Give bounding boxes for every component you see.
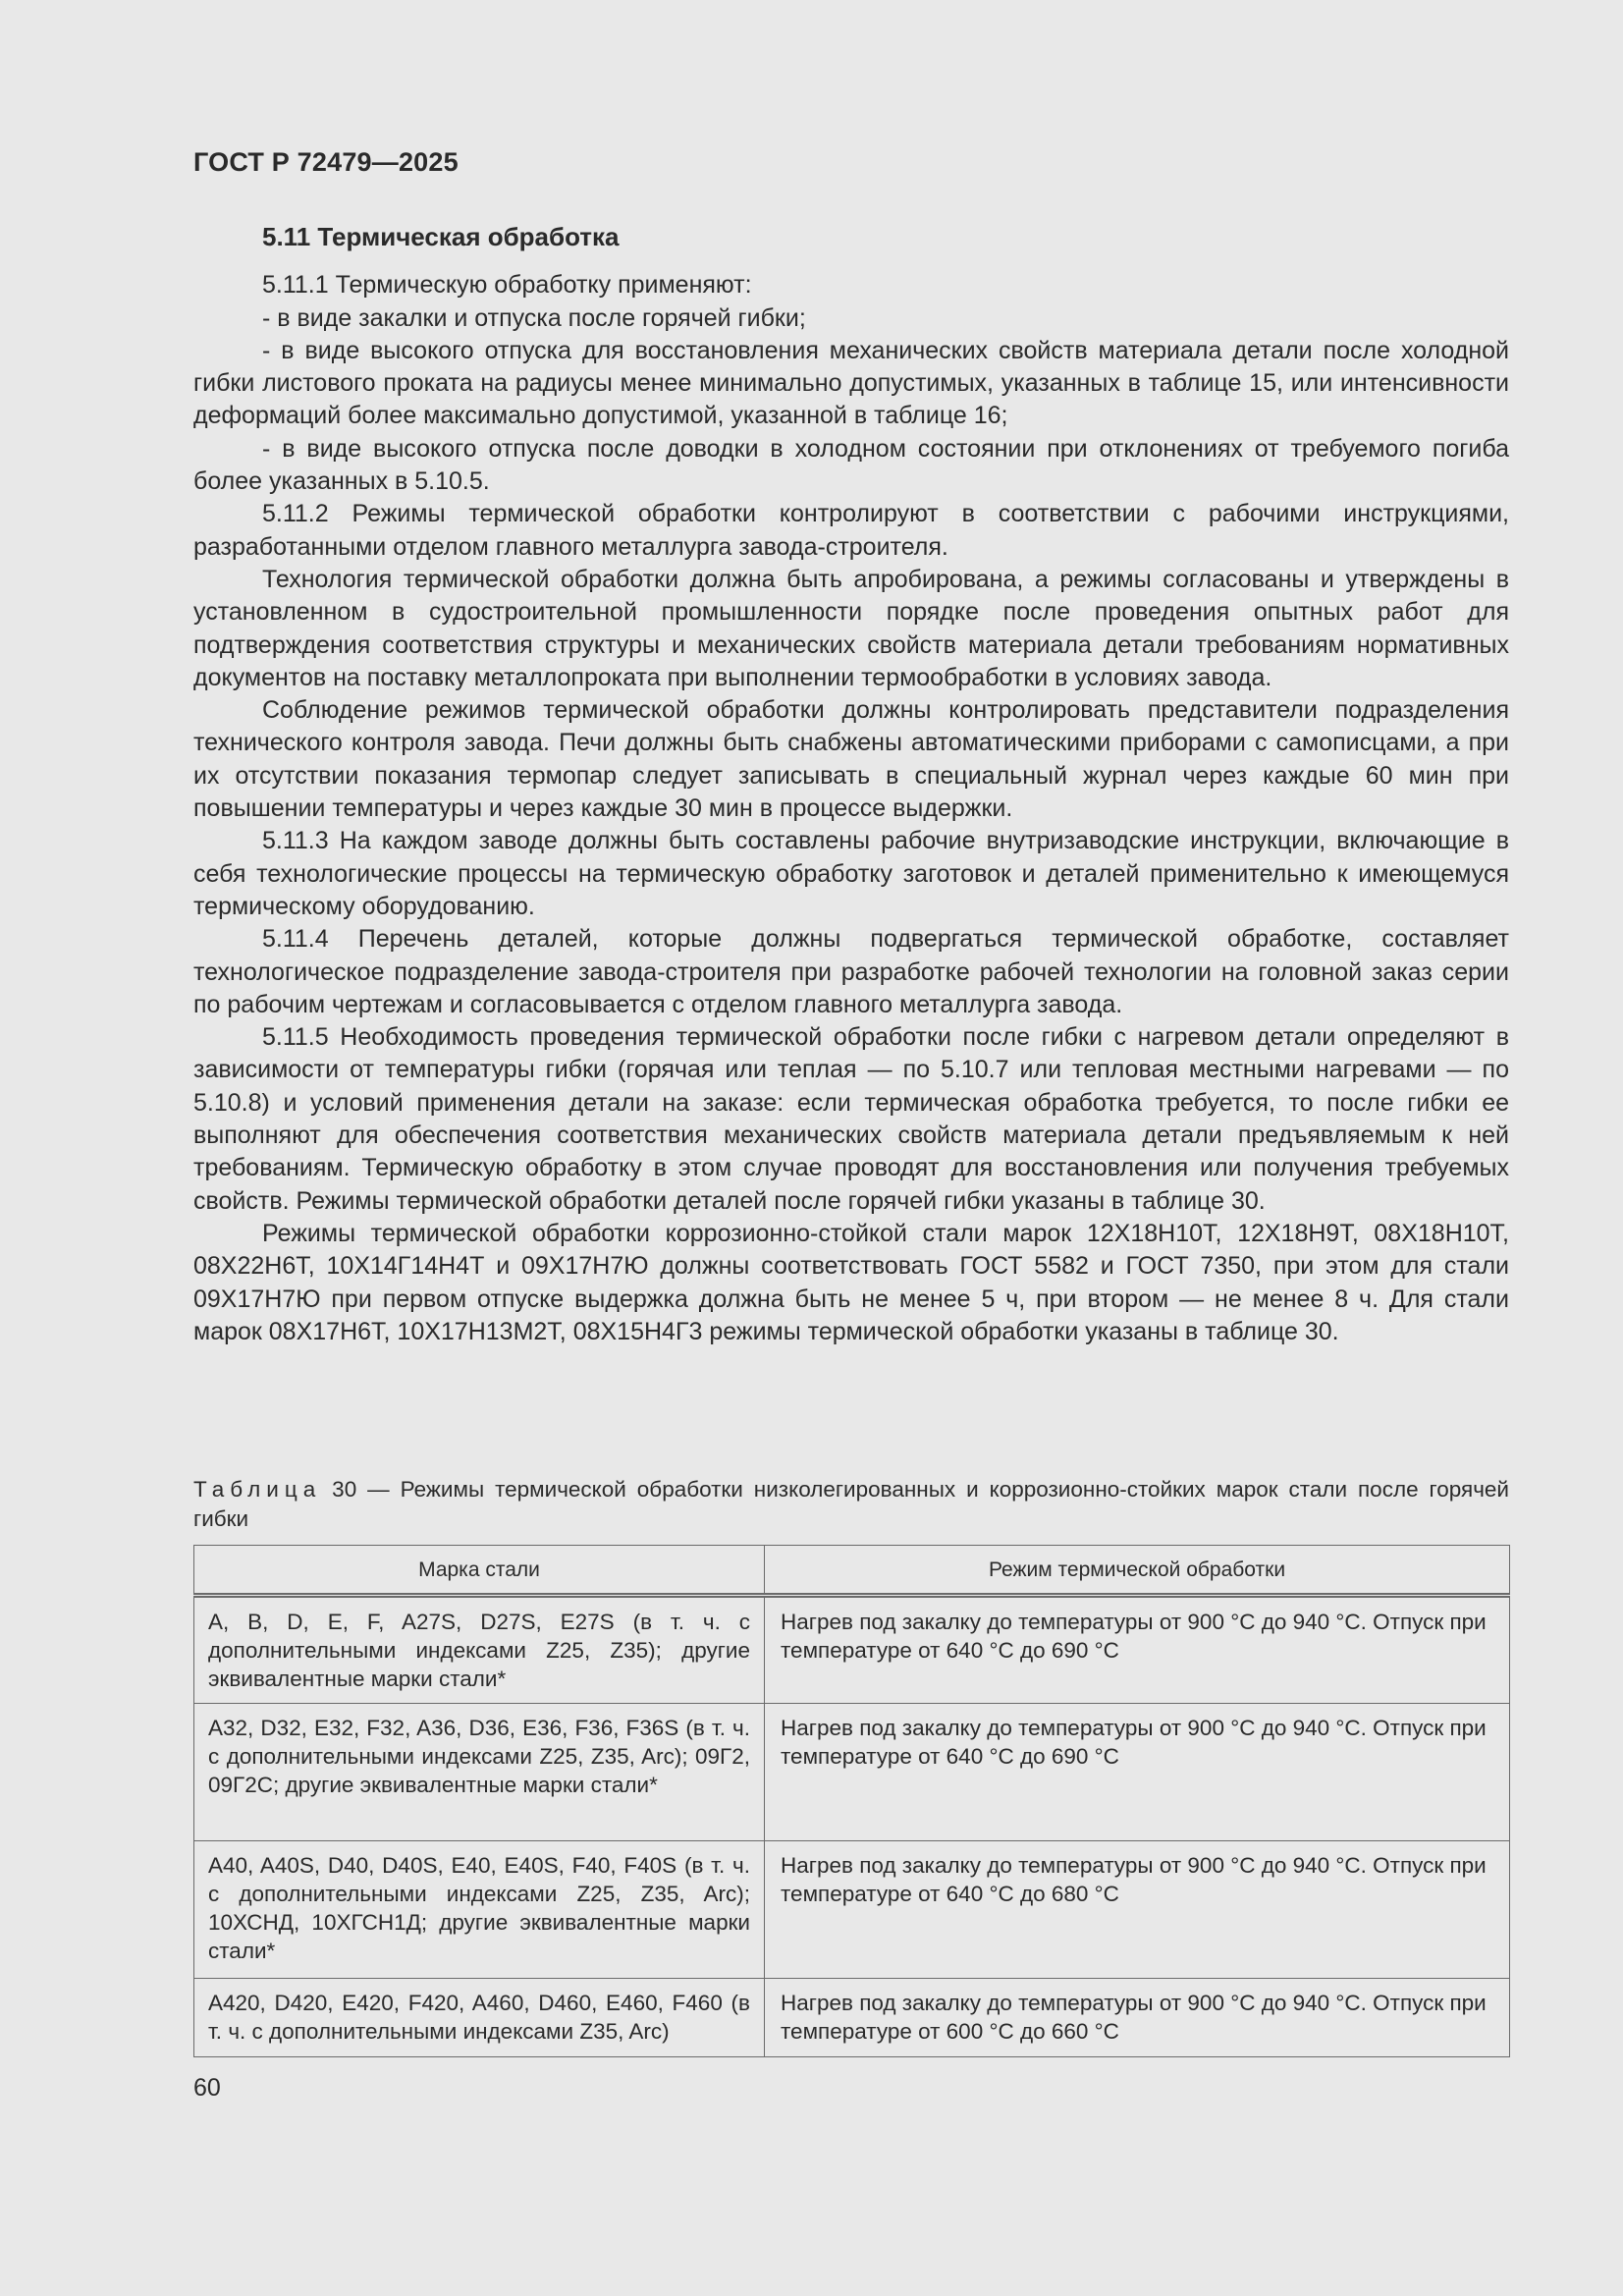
cell-grade: A40, A40S, D40, D40S, E40, E40S, F40, F40S (в т. ч. с дополнительными индексами Z25, Z35, Arc); 10ХСНД, 10ХГСН1Д; другие эквивалентные марки стали* xyxy=(194,1841,765,1979)
cell-mode: Нагрев под закалку до температуры от 900 °C до 940 °C. Отпуск при температуре от 640 °C до 690 °C xyxy=(765,1596,1510,1704)
column-header-mode: Режим термической обработки xyxy=(765,1546,1510,1596)
table-row xyxy=(194,1979,1510,2057)
table-row xyxy=(194,1596,1510,1704)
paragraph: - в виде высокого отпуска после доводки в холодном состоянии при отклонениях от требуемого погиба более указанных в 5.10.5. xyxy=(193,434,1509,496)
paragraph: 5.11.1 Термическую обработку применяют: xyxy=(262,271,752,300)
paragraph: 5.11.2 Режимы термической обработки контролируют в соответствии с рабочими инструкциями, разработанными отделом главного металлурга завода-строителя. xyxy=(193,500,1509,561)
section-body xyxy=(193,221,1509,1348)
cell-mode: Нагрев под закалку до температуры от 900 °C до 940 °C. Отпуск при температуре от 640 °C до 680 °C xyxy=(765,1841,1510,1979)
paragraph: Режимы термической обработки коррозионно-стойкой стали марок 12Х18Н10Т, 12Х18Н9Т, 08Х18Н10Т, 08Х22Н6Т, 10Х14Г14Н4Т и 09Х17Н7Ю должны соответствовать ГОСТ 5582 и ГОСТ 7350, при этом для стали 09Х17Н7Ю при первом отпуске выдержка должна быть не менее 5 ч, при втором — не менее 8 ч. Для стали марок 08Х17Н6Т, 10Х17Н13М2Т, 08Х15Н4Г3 режимы термической обработки указаны в таблице 30. xyxy=(193,1219,1509,1345)
cell-grade: A32, D32, E32, F32, A36, D36, E36, F36, F36S (в т. ч. с дополнительными индексами Z25, Z35, Arc); 09Г2, 09Г2С; другие эквивалентные марки стали* xyxy=(194,1704,765,1841)
table-caption-label: Таблица xyxy=(193,1477,322,1502)
section-title: 5.11 Термическая обработка xyxy=(262,222,620,251)
paragraph: 5.11.4 Перечень деталей, которые должны подвергаться термической обработке, составляет технологическое подразделение завода-строителя при разработке рабочей технологии на головной заказ серии по рабочим чертежам и согласовывается с отделом главного металлурга завода. xyxy=(193,925,1509,1018)
paragraph: 5.11.5 Необходимость проведения термической обработки после гибки с нагревом детали определяют в зависимости от температуры гибки (горячая или теплая — по 5.10.7 или тепловая местными нагревами — по 5.10.8) и условий применения детали на заказе: если термическая обработка требуется, то после гибки ее выполняют для обеспечения соответствия механических свойств материала детали предъявляемым к ней требованиям. Термическую обработку в этом случае проводят для восстановления или получения требуемых свойств. Режимы термической обработки деталей после горячей гибки указаны в таблице 30. xyxy=(193,1023,1509,1215)
table-row xyxy=(194,1841,1510,1979)
page-number: 60 xyxy=(193,2074,221,2102)
paragraph: 5.11.3 На каждом заводе должны быть составлены рабочие внутризаводские инструкции, включающие в себя технологические процессы на термическую обработку заготовок и деталей применительно к имеющемуся термическому оборудованию. xyxy=(193,827,1509,920)
heat-treatment-table xyxy=(193,1545,1510,2057)
table-header-row xyxy=(194,1546,1510,1596)
paragraph: - в виде высокого отпуска для восстановления механических свойств материала детали после холодной гибки листового проката на радиусы менее минимально допустимых, указанных в таблице 15, или интенсивности деформаций более максимально допустимой, указанной в таблице 16; xyxy=(193,336,1509,430)
paragraph: Технология термической обработки должна быть апробирована, а режимы согласованы и утверждены в установленном в судостроительной промышленности порядке после проведения опытных работ для подтверждения соответствия структуры и механических свойств материала детали требованиям нормативных документов на поставку металлопроката при выполнении термообработки в условиях завода. xyxy=(193,565,1509,691)
cell-mode: Нагрев под закалку до температуры от 900 °C до 940 °C. Отпуск при температуре от 600 °C до 660 °C xyxy=(765,1979,1510,2057)
paragraph: - в виде закалки и отпуска после горячей гибки; xyxy=(262,303,806,332)
cell-grade: A420, D420, E420, F420, A460, D460, E460, F460 (в т. ч. с дополнительными индексами Z35, Arc) xyxy=(194,1979,765,2057)
table-row xyxy=(194,1704,1510,1841)
document-header: ГОСТ Р 72479—2025 xyxy=(193,147,459,177)
table-caption-text: 30 — Режимы термической обработки низколегированных и коррозионно-стойких марок стали после горячей гибки xyxy=(193,1477,1509,1531)
column-header-grade: Марка стали xyxy=(194,1546,765,1596)
cell-mode: Нагрев под закалку до температуры от 900 °C до 940 °C. Отпуск при температуре от 640 °C до 690 °C xyxy=(765,1704,1510,1841)
paragraph: Соблюдение режимов термической обработки должны контролировать представители подразделения технического контроля завода. Печи должны быть снабжены автоматическими приборами с самописцами, а при их отсутствии показания термопар следует записывать в специальный журнал через каждые 60 мин при повышении температуры и через каждые 30 мин в процессе выдержки. xyxy=(193,696,1509,823)
table-caption xyxy=(193,1475,1509,1534)
cell-grade: A, B, D, E, F, A27S, D27S, E27S (в т. ч. с дополнительными индексами Z25, Z35); другие эквивалентные марки стали* xyxy=(194,1596,765,1704)
